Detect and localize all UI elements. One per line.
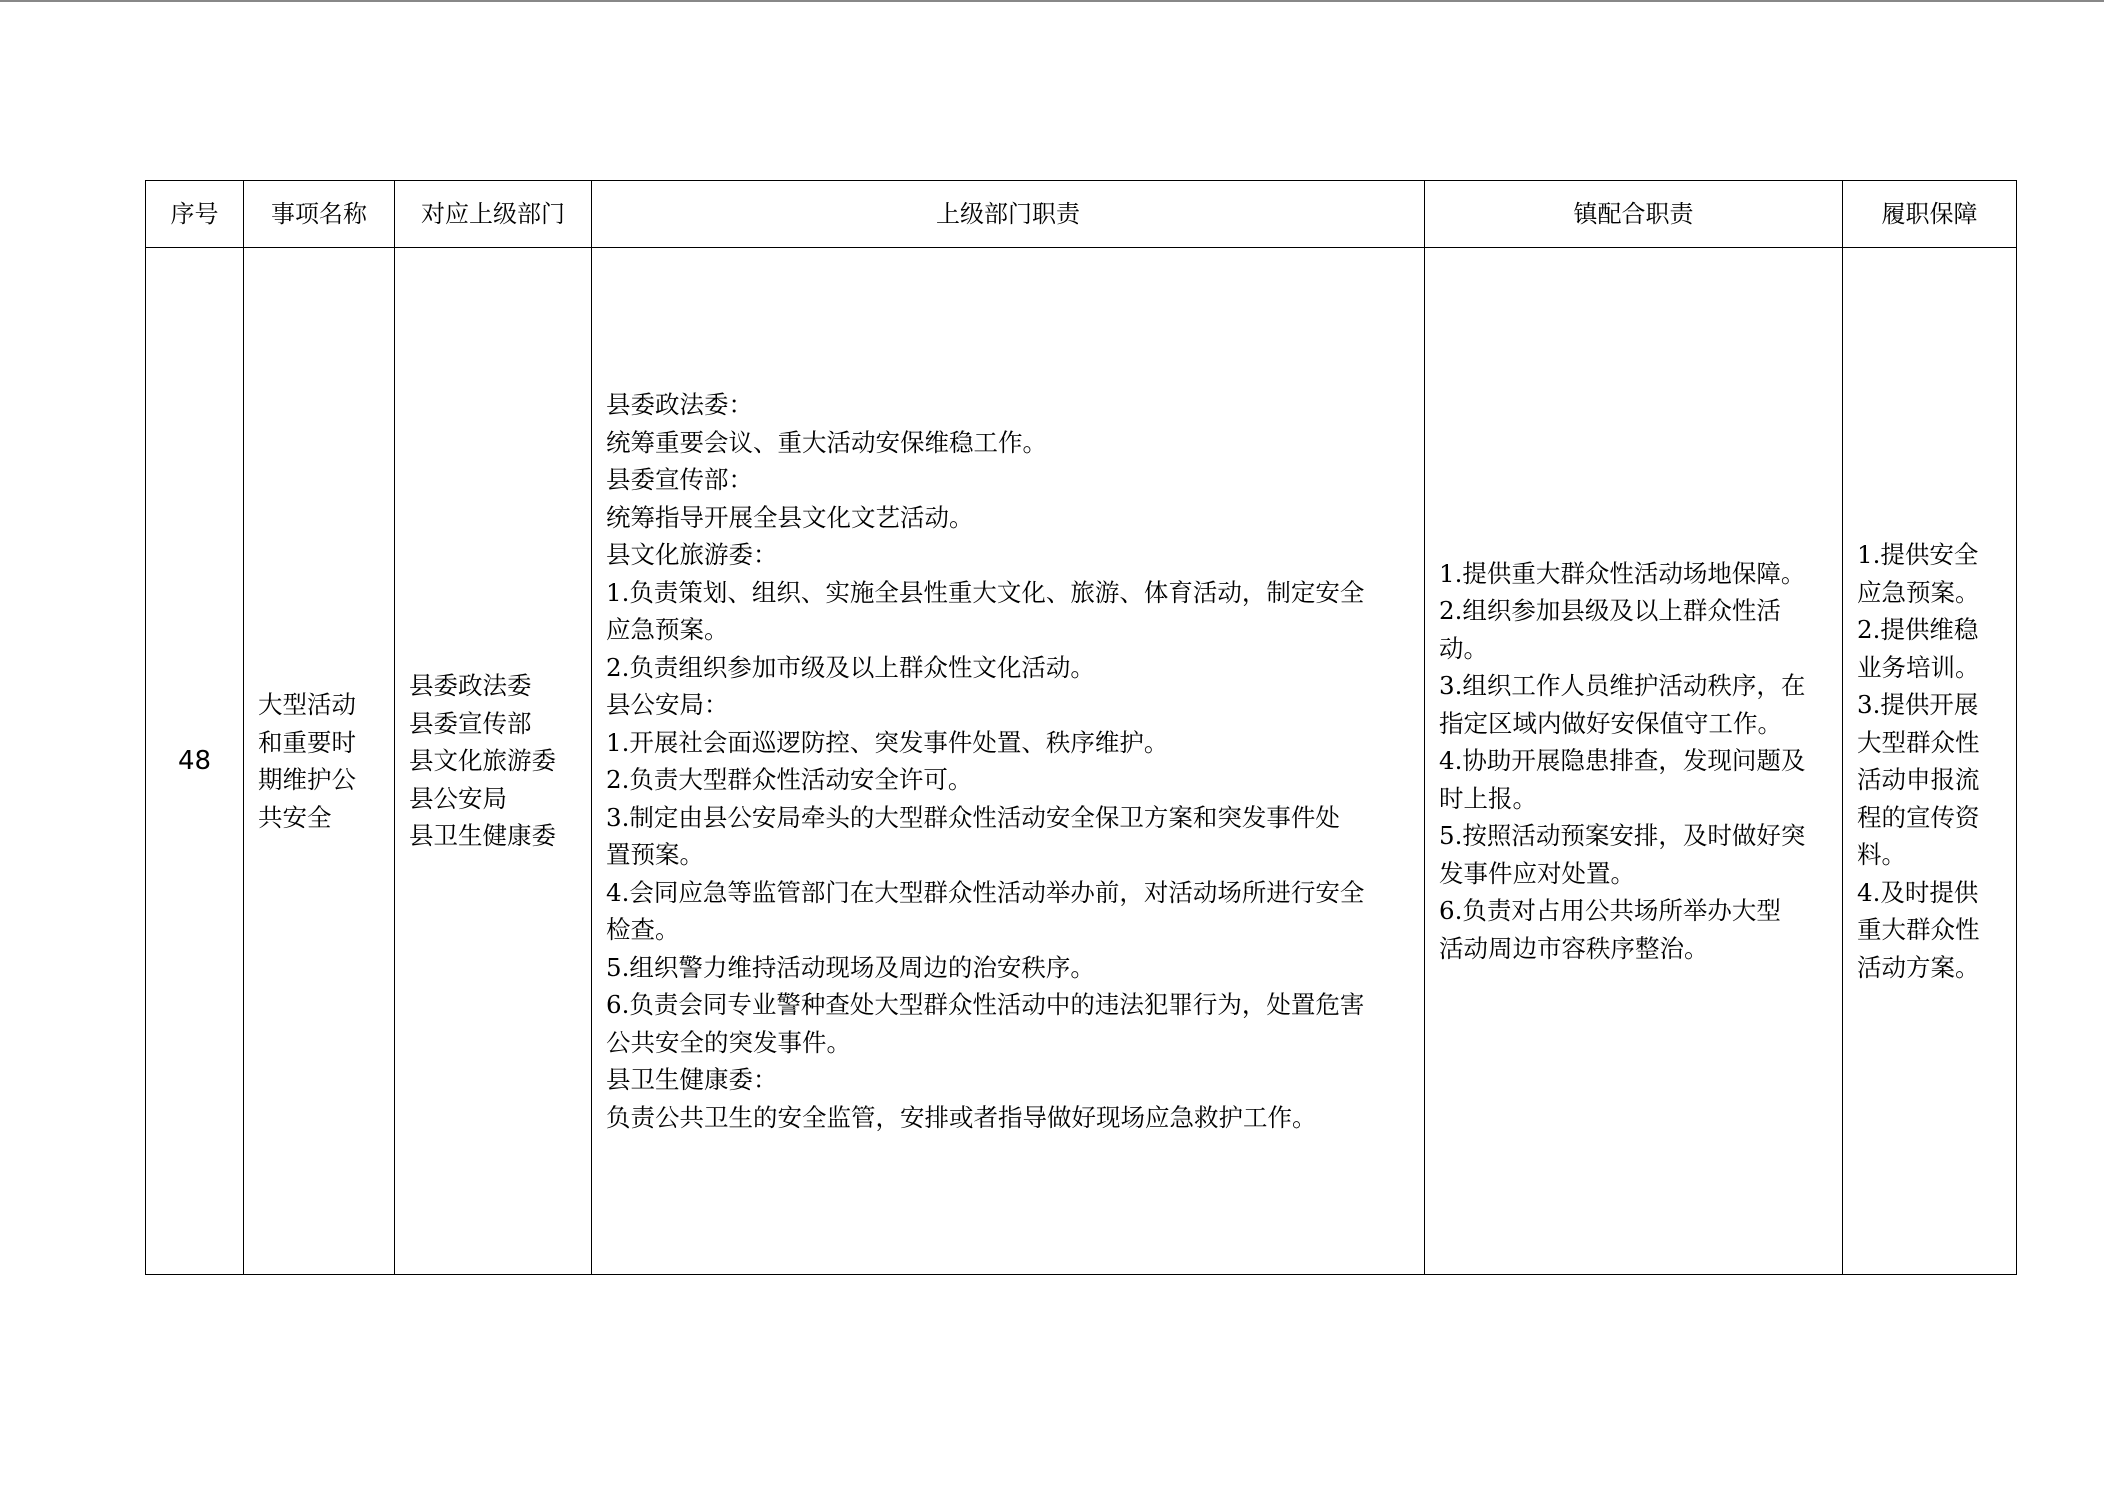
cell-upper-dept-line: 县文化旅游委 bbox=[409, 746, 556, 776]
cell-guarantee-line: 料。 bbox=[1857, 840, 1906, 869]
cell-upper-dept-line: 县公安局 bbox=[409, 783, 507, 813]
header-upper-dept-line: 部门 bbox=[517, 199, 565, 228]
cell-upper-dept-line: 县卫生健康委 bbox=[409, 821, 556, 851]
page-top-border bbox=[0, 0, 2104, 2]
cell-item-name-line: 和重要时 bbox=[258, 727, 356, 757]
header-seq bbox=[146, 181, 244, 248]
cell-upper-duties-line: 统筹指导开展全县文化文艺活动。 bbox=[606, 502, 974, 532]
cell-upper-duties-line: 县公安局： bbox=[606, 690, 729, 719]
cell-upper-dept-line: 县委政法委 bbox=[409, 671, 532, 701]
cell-town-duties-line: 6.负责对占用公共场所举办大型 bbox=[1439, 896, 1781, 926]
cell-upper-duties-line: 2.负责组织参加市级及以上群众性文化活动。 bbox=[606, 652, 1095, 682]
table-header-row bbox=[146, 181, 2017, 248]
cell-item-name-line: 期维护公 bbox=[258, 765, 356, 794]
cell-guarantee bbox=[1843, 248, 2017, 1275]
cell-upper-duties-line: 负责公共卫生的安全监管，安排或者指导做好现场应急救护工作。 bbox=[606, 1102, 1317, 1132]
cell-upper-duties-line: 县卫生健康委： bbox=[606, 1065, 778, 1094]
cell-guarantee-line: 应急预案。 bbox=[1857, 577, 1980, 607]
header-upper-dept-line: 对应上级 bbox=[421, 199, 517, 228]
header-upper-duties bbox=[592, 181, 1425, 248]
cell-upper-duties-line: 检查。 bbox=[606, 915, 680, 944]
cell-upper-duties-line: 4.会同应急等监管部门在大型群众性活动举办前，对活动场所进行安全 bbox=[606, 877, 1365, 907]
cell-upper-duties-line: 县文化旅游委： bbox=[606, 540, 778, 569]
cell-town-duties-line: 动。 bbox=[1439, 633, 1488, 663]
cell-guarantee-line: 2.提供维稳 bbox=[1857, 615, 1979, 644]
header-upper-dept bbox=[395, 181, 592, 248]
cell-town-duties-line: 1.提供重大群众性活动场地保障。 bbox=[1439, 558, 1806, 588]
header-town-duties bbox=[1425, 181, 1843, 248]
cell-upper-duties-line: 置预案。 bbox=[606, 840, 704, 869]
cell-town-duties-line: 2.组织参加县级及以上群众性活 bbox=[1439, 596, 1781, 626]
table-row bbox=[146, 248, 2017, 1275]
cell-item-name-line: 共安全 bbox=[258, 802, 332, 832]
cell-seq: 48 bbox=[146, 248, 244, 1275]
cell-guarantee-line: 1.提供安全 bbox=[1857, 540, 1979, 569]
cell-guarantee-line: 3.提供开展 bbox=[1857, 690, 1979, 719]
cell-town-duties-line: 活动周边市容秩序整治。 bbox=[1439, 933, 1709, 963]
cell-upper-duties-line: 县委政法委： bbox=[606, 390, 753, 419]
cell-item-name-line: 大型活动 bbox=[258, 690, 356, 719]
cell-upper-duties-line: 公共安全的突发事件。 bbox=[606, 1027, 851, 1057]
header-item-name-line: 事项 bbox=[271, 199, 319, 228]
cell-upper-dept-line: 县委宣传部 bbox=[409, 708, 532, 738]
cell-upper-duties-line: 6.负责会同专业警种查处大型群众性活动中的违法犯罪行为，处置危害 bbox=[606, 990, 1365, 1019]
header-guarantee-line: 履职保障 bbox=[1881, 199, 1978, 228]
cell-town-duties-line: 发事件应对处置。 bbox=[1439, 858, 1635, 888]
header-town-duties-line: 镇配合职责 bbox=[1573, 199, 1694, 228]
cell-guarantee-line: 活动申报流 bbox=[1857, 765, 1980, 794]
cell-town-duties-line: 时上报。 bbox=[1439, 783, 1537, 813]
cell-guarantee-line: 程的宣传资 bbox=[1857, 802, 1980, 832]
cell-upper-duties bbox=[592, 248, 1425, 1275]
cell-guarantee-line: 活动方案。 bbox=[1857, 952, 1980, 982]
cell-item-name bbox=[244, 248, 395, 1275]
cell-upper-duties-line: 统筹重要会议、重大活动安保维稳工作。 bbox=[606, 427, 1047, 457]
cell-upper-duties-line: 3.制定由县公安局牵头的大型群众性活动安全保卫方案和突发事件处 bbox=[606, 802, 1340, 832]
cell-upper-duties-line: 应急预案。 bbox=[606, 615, 729, 644]
header-item-name bbox=[244, 181, 395, 248]
cell-guarantee-line: 业务培训。 bbox=[1857, 652, 1980, 682]
cell-upper-duties-line: 1.开展社会面巡逻防控、突发事件处置、秩序维护。 bbox=[606, 727, 1169, 757]
cell-guarantee-line: 重大群众性 bbox=[1857, 915, 1980, 944]
cell-upper-duties-line: 5.组织警力维持活动现场及周边的治安秩序。 bbox=[606, 952, 1095, 982]
cell-upper-dept bbox=[395, 248, 592, 1275]
duty-table bbox=[145, 180, 2017, 1275]
header-seq-line: 序号 bbox=[170, 199, 219, 228]
cell-guarantee-line: 大型群众性 bbox=[1857, 727, 1980, 757]
cell-guarantee-line: 4.及时提供 bbox=[1857, 877, 1979, 907]
cell-upper-duties-line: 2.负责大型群众性活动安全许可。 bbox=[606, 765, 973, 794]
cell-town-duties bbox=[1425, 248, 1843, 1275]
cell-town-duties-line: 指定区域内做好安保值守工作。 bbox=[1439, 708, 1782, 738]
header-guarantee bbox=[1843, 181, 2017, 248]
cell-town-duties-line: 5.按照活动预案安排，及时做好突 bbox=[1439, 821, 1806, 851]
header-upper-duties-line: 上级部门职责 bbox=[936, 199, 1080, 228]
cell-upper-duties-line: 1.负责策划、组织、实施全县性重大文化、旅游、体育活动，制定安全 bbox=[606, 577, 1365, 607]
cell-town-duties-line: 3.组织工作人员维护活动秩序，在 bbox=[1439, 671, 1806, 701]
cell-town-duties-line: 4.协助开展隐患排查，发现问题及 bbox=[1439, 746, 1806, 776]
cell-upper-duties-line: 县委宣传部： bbox=[606, 465, 753, 494]
header-item-name-line: 名称 bbox=[319, 199, 367, 228]
